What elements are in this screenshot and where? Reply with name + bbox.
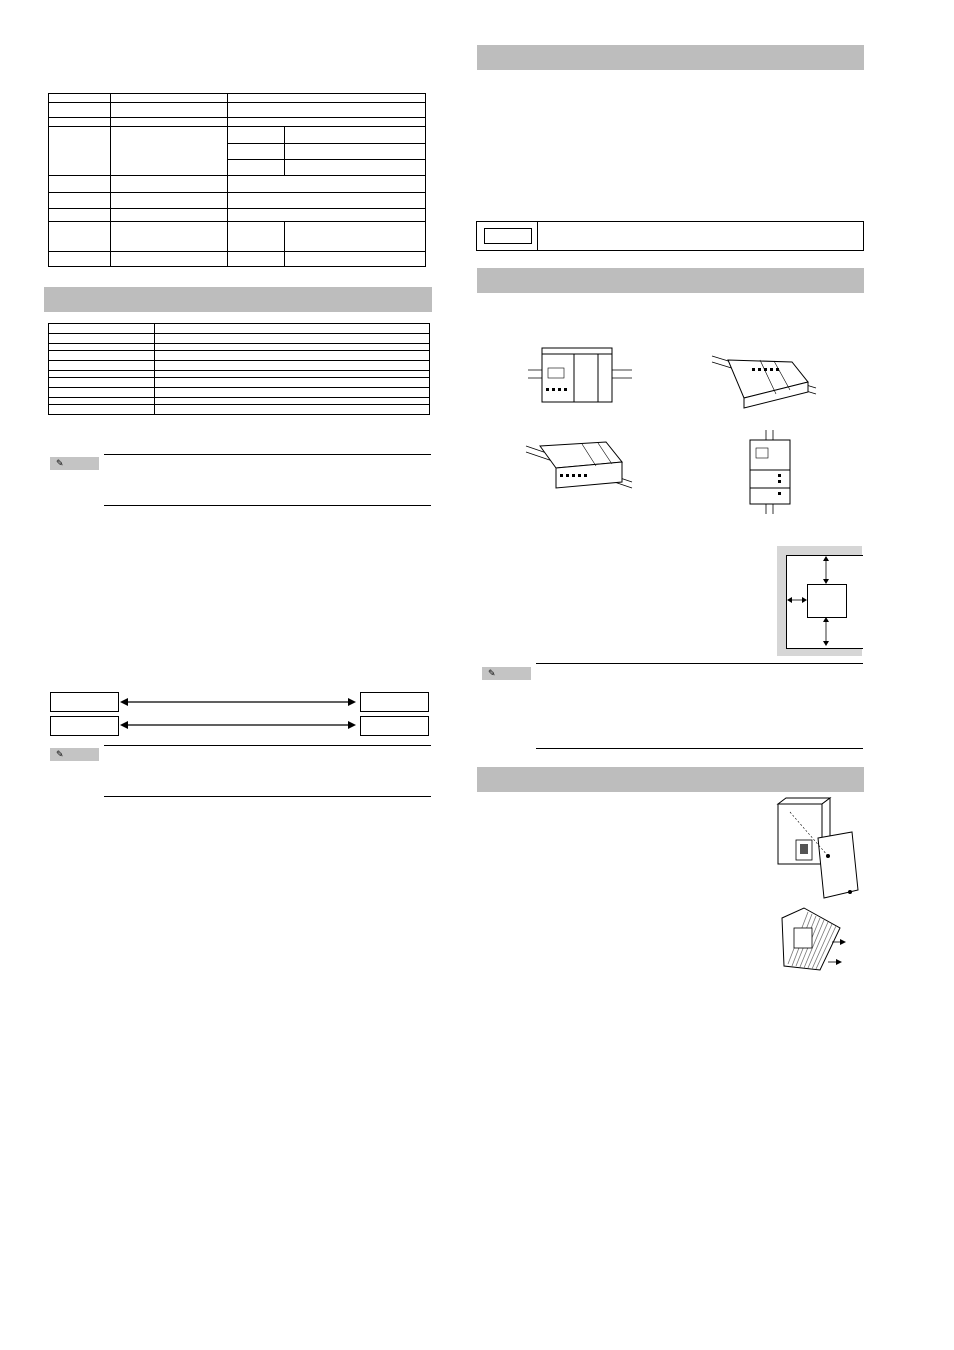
table-cell <box>111 94 228 103</box>
table-cell <box>49 252 111 267</box>
table-cell <box>155 398 430 405</box>
diagram-box <box>50 716 119 736</box>
table-cell <box>111 176 228 193</box>
section-header-bar <box>44 287 432 312</box>
table-cell <box>285 252 426 267</box>
table-cell <box>228 127 285 144</box>
note-bottom-rule <box>104 796 431 797</box>
table-cell <box>49 324 155 334</box>
double-arrow <box>120 695 356 735</box>
clearance-diagram <box>777 546 862 656</box>
table-cell <box>228 176 426 193</box>
note-top-rule <box>104 454 431 455</box>
table-cell <box>228 144 285 160</box>
diagram-box <box>360 692 429 712</box>
table-cell <box>228 118 426 127</box>
table-cell <box>49 94 111 103</box>
note-tab <box>50 457 99 470</box>
clearance-arrows <box>777 546 862 656</box>
table-cell <box>49 344 155 351</box>
table-cell <box>228 160 285 176</box>
table-cell <box>228 252 285 267</box>
table-cell <box>285 127 426 144</box>
table-cell <box>155 351 430 361</box>
note-top-rule <box>104 745 431 746</box>
table-cell <box>49 103 111 118</box>
table-cell <box>228 103 426 118</box>
table-cell <box>49 127 111 176</box>
table-cell <box>111 193 228 209</box>
section-header-bar <box>477 767 864 792</box>
caution-box <box>476 221 864 251</box>
table-cell <box>49 371 155 378</box>
pencil-icon: ✎ <box>56 749 64 759</box>
table-cell <box>111 252 228 267</box>
table-cell <box>155 361 430 371</box>
note-bottom-rule <box>104 505 431 506</box>
section-header-bar <box>477 45 864 70</box>
table-cell <box>49 209 111 222</box>
note-tab <box>50 748 99 761</box>
table-cell <box>49 193 111 209</box>
diagram-box <box>50 692 119 712</box>
caution-label-box <box>484 228 532 244</box>
table-cell <box>228 193 426 209</box>
table-cell <box>49 118 111 127</box>
din-rail-vertical-figure <box>746 430 796 514</box>
table-cell <box>155 388 430 398</box>
table-cell <box>111 118 228 127</box>
pencil-icon: ✎ <box>56 458 64 468</box>
table-cell <box>228 94 426 103</box>
caution-divider <box>537 222 538 250</box>
table-cell <box>155 344 430 351</box>
table-cell <box>228 222 285 252</box>
din-rail-horizontal-figure <box>528 348 632 410</box>
table-cell <box>49 334 155 344</box>
table-cell <box>285 160 426 176</box>
table-cell <box>111 209 228 222</box>
table-cell <box>285 144 426 160</box>
table-cell <box>49 388 155 398</box>
table-cell <box>49 378 155 388</box>
table-cell <box>49 361 155 371</box>
diagram-box <box>360 716 429 736</box>
table-cell <box>155 324 430 334</box>
section-header-bar <box>477 268 864 293</box>
pencil-icon: ✎ <box>488 668 496 678</box>
note-top-rule <box>536 663 863 664</box>
table-cell <box>49 398 155 405</box>
table-cell <box>155 334 430 344</box>
table-cell <box>285 222 426 252</box>
mounting-plate-figure <box>772 798 864 902</box>
din-rail-ceiling-figure <box>712 348 816 410</box>
list-table <box>48 323 430 415</box>
table-cell <box>49 176 111 193</box>
table-cell <box>155 371 430 378</box>
table-cell <box>49 405 155 415</box>
table-cell <box>155 405 430 415</box>
spec-table <box>48 93 426 267</box>
mounting-heatsink-figure <box>774 904 864 976</box>
table-cell <box>155 378 430 388</box>
table-cell <box>228 209 426 222</box>
table-cell <box>49 351 155 361</box>
table-cell <box>111 127 228 176</box>
table-cell <box>111 222 228 252</box>
table-cell <box>111 103 228 118</box>
table-cell <box>49 222 111 252</box>
note-tab <box>482 667 531 680</box>
note-bottom-rule <box>536 748 863 749</box>
din-rail-flat-figure <box>526 436 632 498</box>
